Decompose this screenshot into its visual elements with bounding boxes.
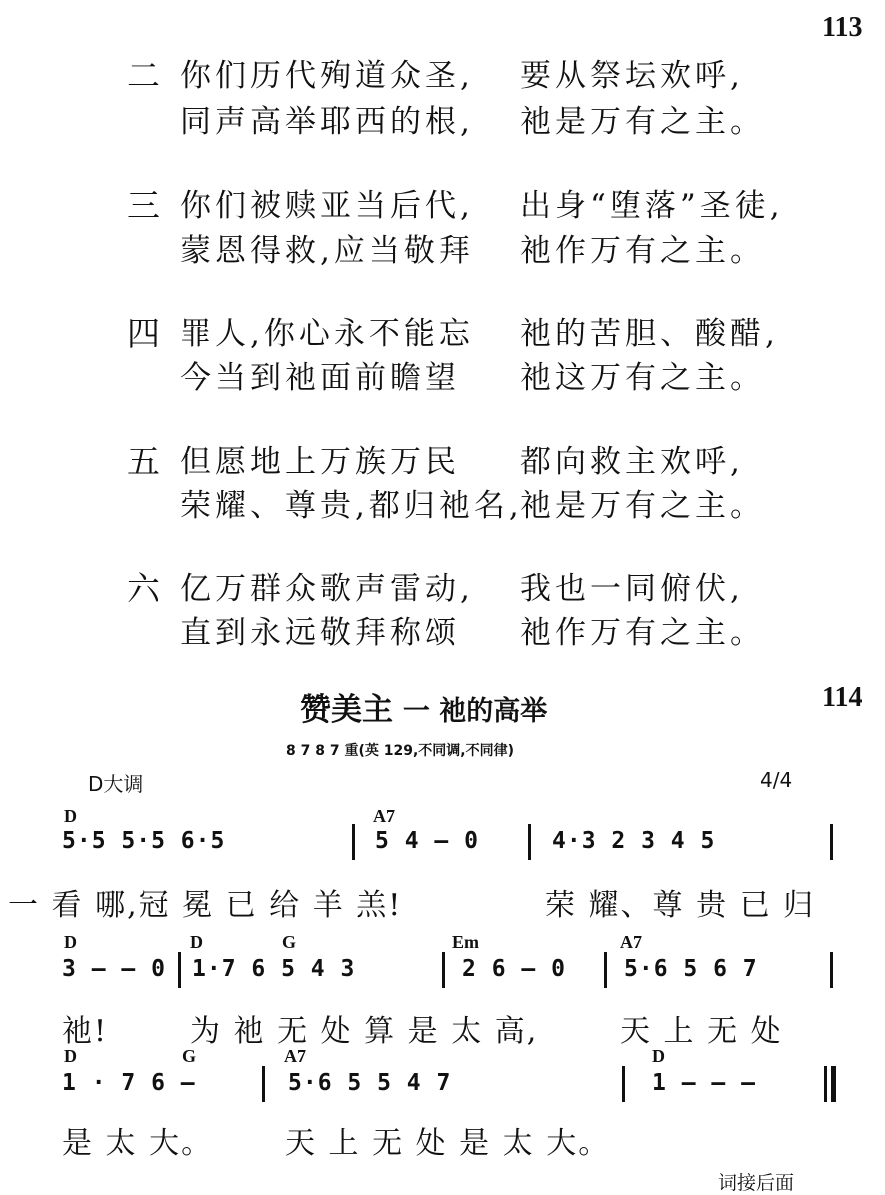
verse-line: 但愿地上万族万民	[180, 444, 460, 480]
verse-line: 你们历代殉道众圣,	[180, 58, 474, 94]
verse-number: 四	[127, 314, 160, 353]
verse-number: 五	[127, 442, 160, 481]
verse-line: 祂作万有之主。	[520, 233, 765, 269]
meter-line: 8 7 8 7 重(英 129,不同调,不同律)	[286, 743, 514, 759]
chord-symbol: D	[190, 932, 203, 952]
chord-symbol: A7	[373, 806, 395, 826]
hymn-title-sub: 一 祂的高举	[402, 696, 548, 727]
score-lyric: 荣 耀、尊 贵 已 归	[545, 888, 816, 923]
bar-line	[352, 824, 355, 860]
chord-symbol: A7	[620, 932, 642, 952]
verse-line: 直到永远敬拜称颂	[180, 615, 460, 651]
verse-line: 祂是万有之主。	[520, 104, 765, 140]
score-lyric: 是 太 大。	[62, 1126, 214, 1161]
chord-symbol: G	[182, 1046, 197, 1066]
bar-line	[178, 952, 181, 988]
measure: 2 6 — 0	[462, 956, 566, 982]
chord-symbol: Em	[452, 932, 479, 952]
chord-symbol: D	[64, 932, 77, 952]
verse-line: 同声高举耶西的根,	[180, 104, 474, 140]
continuation-note: 词接后面	[718, 1172, 795, 1194]
measure: 1·7 6 5 4 3	[192, 956, 356, 982]
verse-line: 罪人,你心永不能忘	[180, 316, 474, 352]
verse-line: 要从祭坛欢呼,	[520, 58, 744, 94]
measure: 5 4 — 0	[375, 828, 479, 854]
chord-symbol: D	[64, 1046, 77, 1066]
bar-line	[830, 952, 833, 988]
verse-line: 出身“堕落”圣徒,	[520, 188, 784, 224]
time-signature: 4/4	[760, 768, 793, 792]
score-lyric: 为 祂 无 处 算 是 太 高,	[190, 1014, 539, 1049]
chord-symbol: G	[282, 932, 297, 952]
bar-line	[262, 1066, 265, 1102]
verse-line: 祂是万有之主。	[520, 488, 765, 524]
score-lyric: 天 上 无 处	[620, 1014, 783, 1049]
bar-line	[442, 952, 445, 988]
verse-line: 祂的苦胆、酸醋,	[520, 316, 779, 352]
measure: 1 · 7 6 —	[62, 1070, 196, 1096]
score-lyric: 一 看 哪,冠 冕 已 给 羊 羔!	[8, 888, 403, 923]
verse-line: 你们被赎亚当后代,	[180, 188, 474, 224]
measure: 3 — — 0	[62, 956, 166, 982]
final-bar-thin	[824, 1066, 827, 1102]
verse-number: 二	[127, 56, 160, 95]
measure: 1 — — —	[652, 1070, 756, 1096]
measure: 5·6 5 6 7	[624, 956, 758, 982]
measure: 5·6 5 5 4 7	[288, 1070, 452, 1096]
chord-symbol: D	[64, 806, 77, 826]
bar-line	[528, 824, 531, 860]
verse-line: 今当到祂面前瞻望	[180, 360, 460, 396]
score-lyric: 天 上 无 处 是 太 大。	[285, 1126, 611, 1161]
verse-line: 祂这万有之主。	[520, 360, 765, 396]
verse-line: 祂作万有之主。	[520, 615, 765, 651]
hymn-title-main: 赞美主	[300, 692, 393, 728]
bar-line	[622, 1066, 625, 1102]
key-signature: D大调	[88, 772, 144, 796]
score-lyric: 祂!	[62, 1014, 109, 1049]
chord-symbol: D	[652, 1046, 665, 1066]
page-number: 113	[822, 12, 863, 43]
hymn-number: 114	[822, 682, 863, 713]
bar-line	[830, 824, 833, 860]
final-bar-thick	[831, 1066, 836, 1102]
verse-line: 亿万群众歌声雷动,	[180, 571, 474, 607]
bar-line	[604, 952, 607, 988]
measure: 5·5 5·5 6·5	[62, 828, 226, 854]
hymn-title	[300, 684, 547, 729]
measure: 4·3 2 3 4 5	[552, 828, 716, 854]
verse-line: 荣耀、尊贵,都归祂名,	[180, 488, 523, 524]
verse-line: 蒙恩得救,应当敬拜	[180, 233, 474, 269]
verse-number: 三	[127, 186, 160, 225]
verse-line: 都向救主欢呼,	[520, 444, 744, 480]
verse-number: 六	[127, 569, 160, 608]
chord-symbol: A7	[284, 1046, 306, 1066]
verse-line: 我也一同俯伏,	[520, 571, 744, 607]
